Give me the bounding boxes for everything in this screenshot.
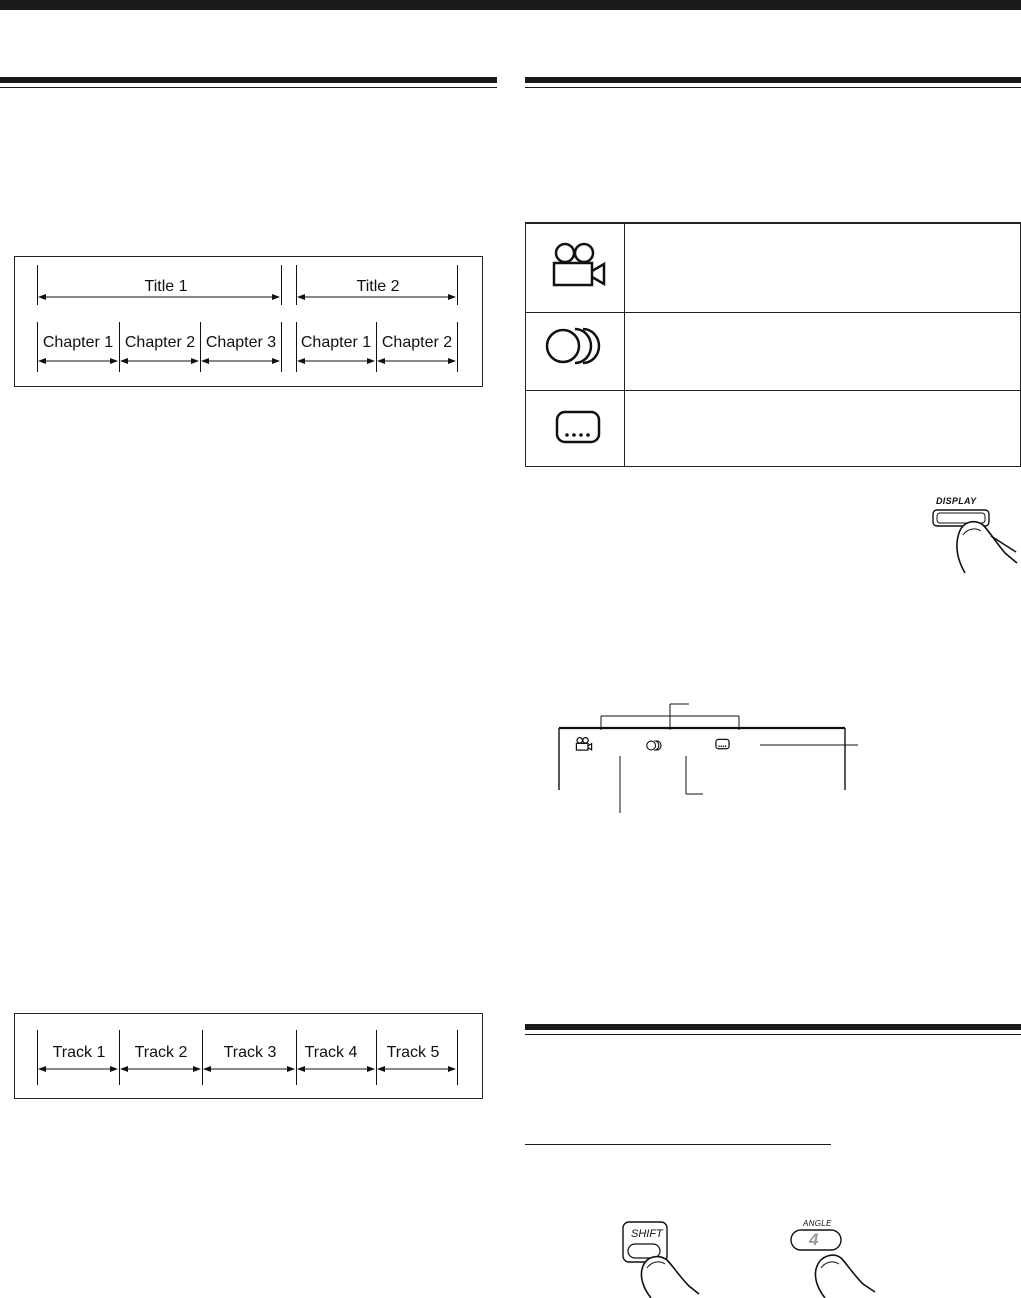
cd-structure-diagram (14, 1013, 483, 1099)
video-camera-icon (550, 242, 608, 288)
track-label: Track 5 (386, 1044, 440, 1061)
dvd-arrows (15, 257, 484, 388)
icon-row-audio (526, 312, 1020, 391)
subheading-underline (525, 1144, 831, 1145)
osd-subtitle-icon (715, 738, 730, 750)
right-lower-section-rule (525, 1024, 1021, 1030)
title-2-label: Title 2 (356, 278, 400, 295)
track-label: Track 2 (134, 1044, 188, 1061)
left-section-rule (0, 77, 497, 83)
dvd-structure-diagram (14, 256, 483, 387)
icon-row-angle (526, 223, 1020, 313)
osd-angle-icon (575, 737, 593, 751)
audio-circles-icon (545, 326, 609, 366)
on-screen-display-diagram (555, 700, 865, 820)
chapter-label: Chapter 2 (124, 334, 196, 351)
track-label: Track 4 (304, 1044, 358, 1061)
chapter-line (37, 322, 38, 372)
chapter-line (296, 322, 297, 372)
chapter-label: Chapter 1 (42, 334, 114, 351)
chapter-line (281, 322, 282, 372)
angle-button-illustration (785, 1218, 880, 1298)
osd-audio-icon (646, 740, 664, 751)
icon-row-subtitle (526, 390, 1020, 468)
right-section-rule-thin (525, 87, 1021, 88)
chapter-label: Chapter 1 (300, 334, 372, 351)
chapter-line (119, 322, 120, 372)
left-section-rule-thin (0, 87, 497, 88)
shift-button-label: SHIFT (631, 1228, 663, 1240)
angle-4-button-graphic[interactable] (785, 1218, 880, 1298)
display-button-caption: DISPLAY (936, 496, 977, 506)
angle-button-caption: ANGLE (803, 1219, 832, 1228)
icon-table (525, 222, 1021, 467)
chapter-line (376, 322, 377, 372)
display-button-graphic[interactable] (905, 493, 1020, 581)
chapter-label: Chapter 2 (381, 334, 453, 351)
right-lower-section-rule-thin (525, 1034, 1021, 1035)
chapter-label: Chapter 3 (205, 334, 277, 351)
right-section-rule (525, 77, 1021, 83)
track-label: Track 1 (52, 1044, 106, 1061)
track-label: Track 3 (223, 1044, 277, 1061)
subtitle-screen-icon (554, 409, 602, 445)
display-button-illustration (905, 493, 1020, 581)
angle-button-number: 4 (809, 1230, 819, 1249)
chapter-line (200, 322, 201, 372)
chapter-line (457, 322, 458, 372)
shift-button-illustration (615, 1218, 700, 1298)
title-1-label: Title 1 (144, 278, 188, 295)
page-top-bar (0, 0, 1021, 10)
